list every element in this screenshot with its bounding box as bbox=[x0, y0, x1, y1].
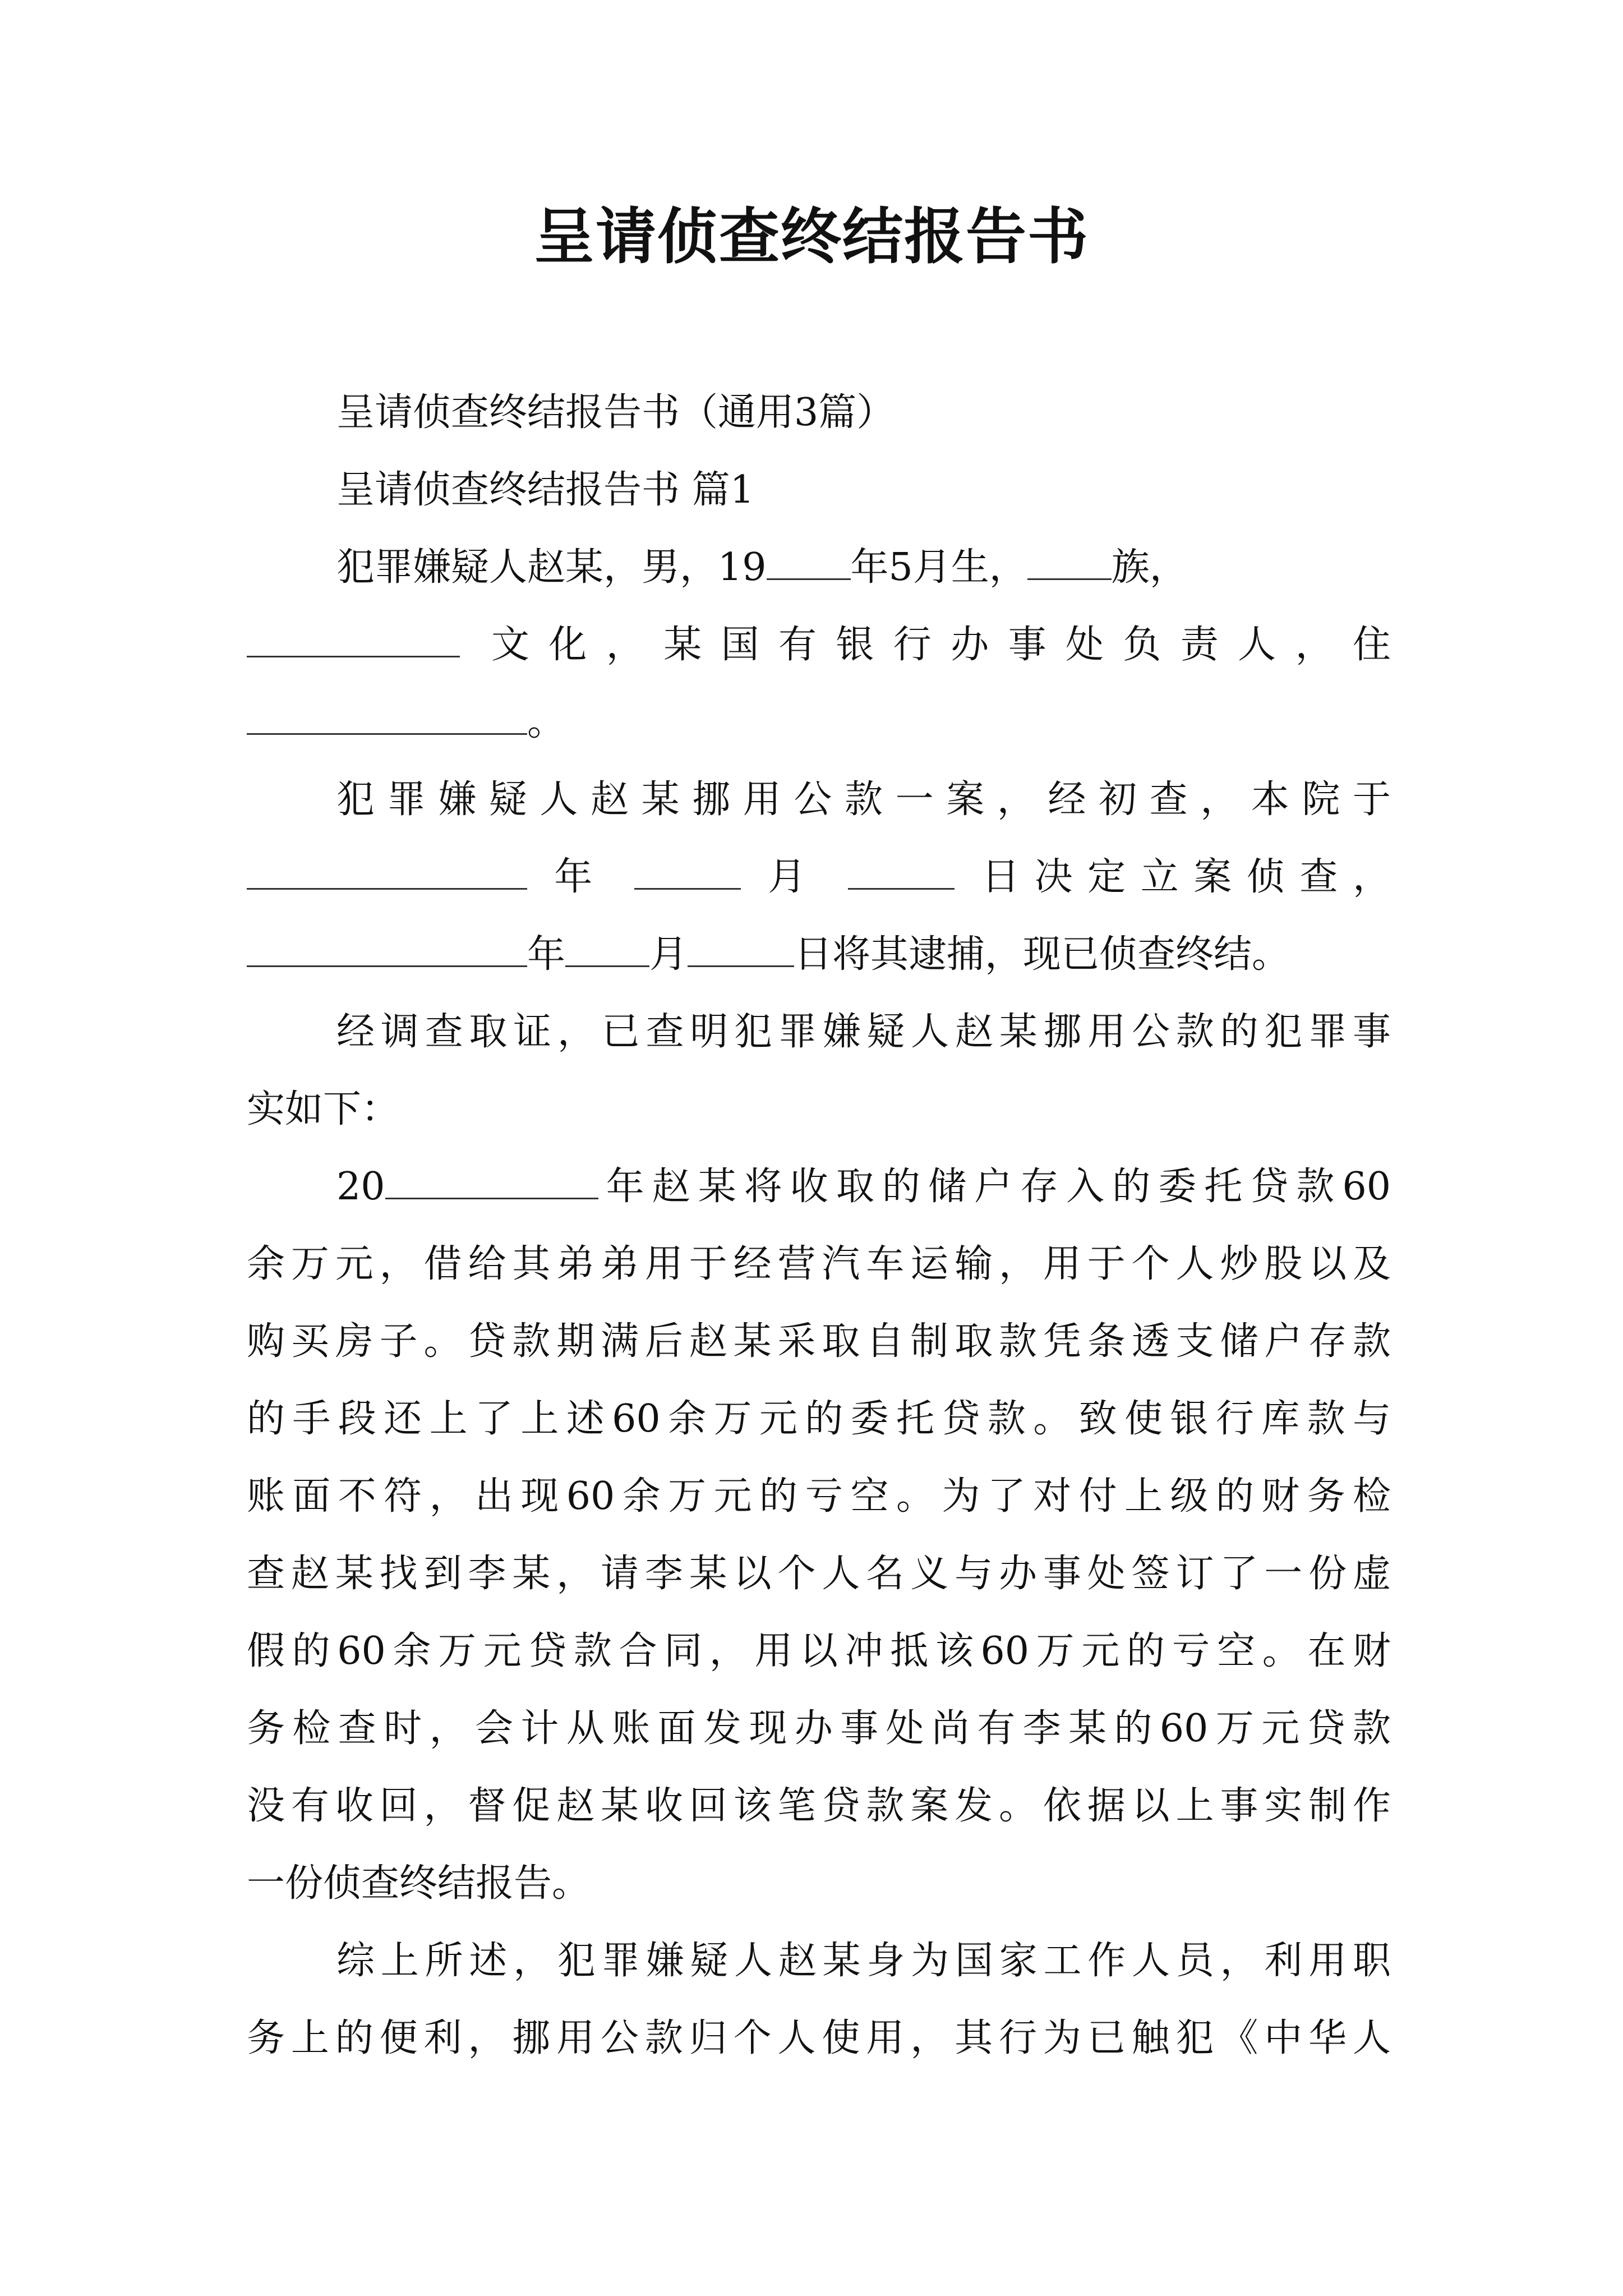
fill-blank bbox=[565, 932, 649, 967]
text-span: 犯罪嫌疑人赵某，男，19 bbox=[336, 545, 767, 590]
document-subtitle: 呈请侦查终结报告书（通用3篇） bbox=[336, 390, 895, 435]
paragraph-line: 余万元，借给其弟弟用于经营汽车运输，用于个人炒股以及 bbox=[247, 1242, 1391, 1286]
paragraph-line: 实如下： bbox=[247, 1087, 400, 1131]
fill-blank bbox=[1027, 545, 1112, 580]
fill-blank bbox=[247, 854, 527, 890]
paragraph-line: 的手段还上了上述60余万元的委托贷款。致使银行库款与 bbox=[247, 1397, 1391, 1441]
text-span: 文化，某国有银行办事处负责人，住 bbox=[491, 623, 1391, 667]
paragraph-line bbox=[336, 1161, 1391, 1213]
paragraph-line: 一份侦查终结报告。 bbox=[247, 1861, 591, 1906]
paragraph-line: 没有收回，督促赵某收回该笔贷款案发。依据以上事实制作 bbox=[247, 1784, 1391, 1828]
paragraph-line: 务上的便利，挪用公款归个人使用，其行为已触犯《中华人 bbox=[247, 2016, 1391, 2060]
text-span: 年赵某将收取的储户存入的委托贷款60 bbox=[598, 1165, 1391, 1209]
text-span: 年 bbox=[527, 932, 566, 977]
paragraph-line bbox=[247, 929, 1391, 981]
text-span: 族， bbox=[1111, 545, 1188, 590]
fill-blank bbox=[688, 932, 794, 967]
paragraph-line: 查赵某找到李某，请李某以个人名义与办事处签订了一份虚 bbox=[247, 1552, 1391, 1596]
fill-blank bbox=[848, 854, 955, 890]
text-span: 日将其逮捕，现已侦查终结。 bbox=[794, 932, 1290, 977]
paragraph-line bbox=[336, 542, 1391, 593]
paragraph-line bbox=[247, 852, 1391, 903]
text-span: 月 bbox=[649, 932, 688, 977]
fill-blank bbox=[247, 932, 527, 967]
paragraph-line bbox=[247, 619, 1391, 671]
text-span: 20 bbox=[336, 1165, 385, 1209]
fill-blank bbox=[634, 854, 741, 890]
paragraph-line: 经调查取证，已查明犯罪嫌疑人赵某挪用公款的犯罪事 bbox=[336, 1010, 1391, 1054]
document-title: 呈请侦查终结报告书 bbox=[533, 201, 1089, 272]
fill-blank bbox=[767, 545, 851, 580]
text-span: 月 bbox=[768, 855, 821, 899]
fill-blank bbox=[385, 1164, 598, 1199]
paragraph-line: 假的60余万元贷款合同，用以冲抵该60万元的亏空。在财 bbox=[247, 1629, 1391, 1673]
text-span: 日决定立案侦查， bbox=[981, 855, 1391, 899]
text-span: 年 bbox=[554, 855, 607, 899]
paragraph-line: 务检查时，会计从账面发现办事处尚有李某的60万元贷款 bbox=[247, 1706, 1391, 1751]
section-heading: 呈请侦查终结报告书 篇1 bbox=[336, 468, 754, 512]
paragraph-line: 综上所述，犯罪嫌疑人赵某身为国家工作人员，利用职 bbox=[336, 1939, 1391, 1983]
paragraph-line: 犯罪嫌疑人赵某挪用公款一案，经初查，本院于 bbox=[336, 777, 1391, 822]
fill-blank bbox=[247, 700, 527, 735]
paragraph-line: 账面不符，出现60余万元的亏空。为了对付上级的财务检 bbox=[247, 1474, 1391, 1519]
paragraph-line: 购买房子。贷款期满后赵某采取自制取款凭条透支储户存款 bbox=[247, 1319, 1391, 1364]
text-span: 年5月生， bbox=[850, 545, 1027, 590]
paragraph-line bbox=[247, 697, 1391, 748]
fill-blank bbox=[247, 622, 460, 657]
text-span: 。 bbox=[527, 700, 566, 744]
